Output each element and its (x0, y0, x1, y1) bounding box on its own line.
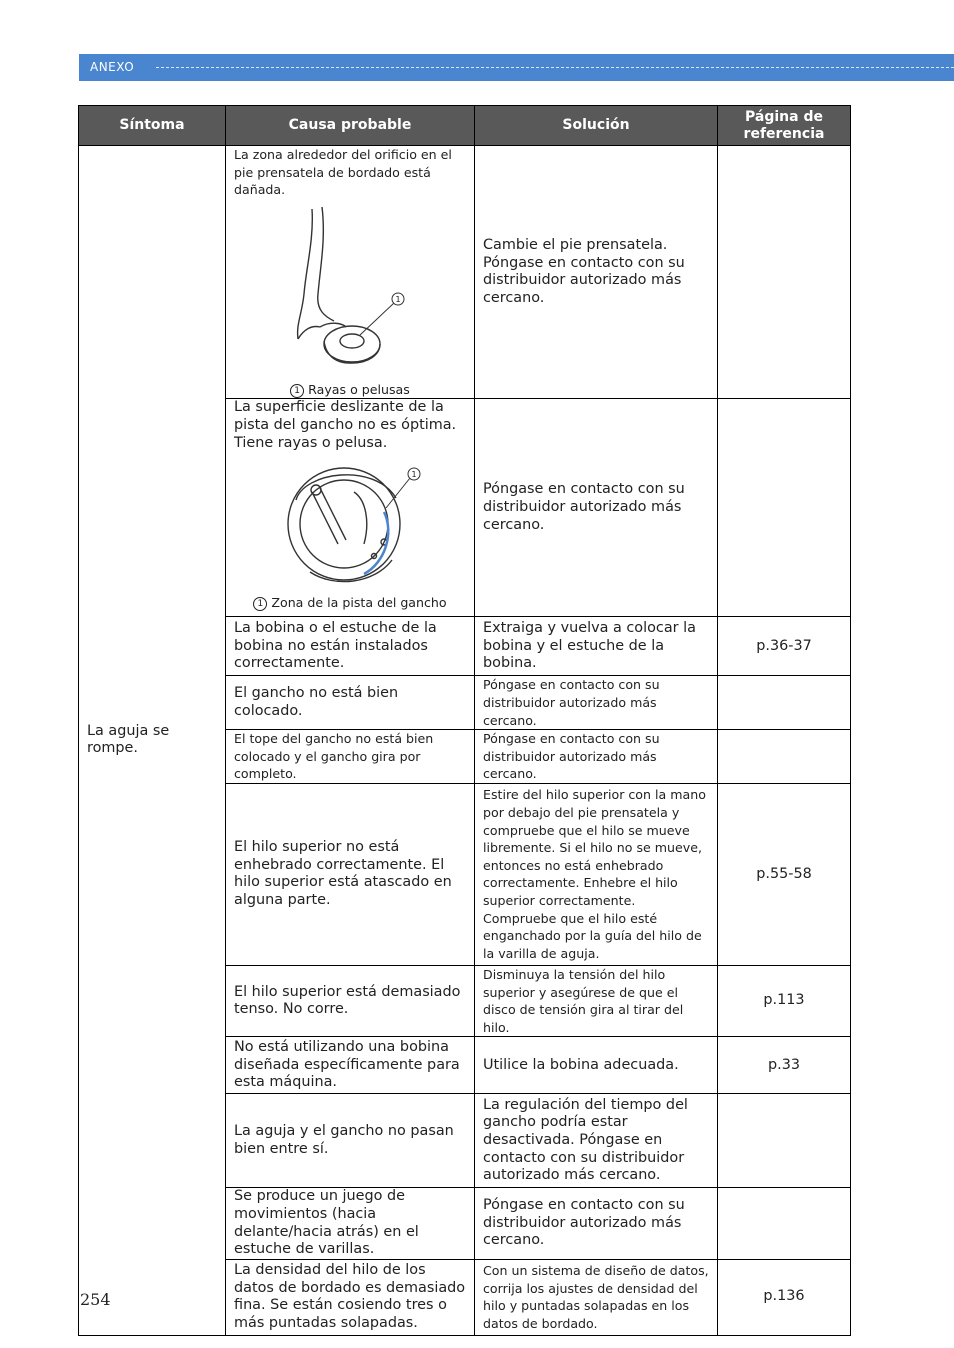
hook-race-figure (234, 452, 466, 594)
figure-caption (234, 381, 466, 399)
solution-cell: Póngase en contacto con su distribuidor autorizado más cercano. (475, 730, 718, 784)
header-reference-line1: Página de (745, 108, 823, 125)
caption-marker: 1 (253, 597, 267, 611)
symptom-cell: La aguja se rompe. (79, 146, 226, 1336)
solution-cell: Utilice la bobina adecuada. (475, 1037, 718, 1094)
presser-foot-illustration (234, 199, 466, 381)
reference-cell (718, 730, 851, 784)
reference-cell: p.55-58 (718, 783, 851, 965)
troubleshooting-table (78, 105, 851, 1336)
cause-text: La superficie deslizante de la pista del gancho no es óptima. Tiene rayas o pelusa. (234, 399, 457, 451)
header-reference (718, 106, 851, 146)
header-symptom: Síntoma (79, 106, 226, 146)
header-solution: Solución (475, 106, 718, 146)
cause-cell: No está utilizando una bobina diseñada específicamente para esta máquina. (226, 1037, 475, 1094)
cause-cell: La aguja y el gancho no pasan bien entre sí. (226, 1094, 475, 1188)
reference-cell: p.113 (718, 965, 851, 1036)
reference-cell (718, 1094, 851, 1188)
reference-cell (718, 676, 851, 730)
solution-cell: Disminuya la tensión del hilo superior y asegúrese de que el disco de tensión gira al tirar del hilo. (475, 965, 718, 1036)
reference-cell: p.33 (718, 1037, 851, 1094)
section-header-band (79, 54, 954, 81)
solution-cell: Con un sistema de diseño de datos, corrija los ajustes de densidad del hilo y puntadas solapadas en los datos de bordado. (475, 1259, 718, 1335)
reference-cell: p.36-37 (718, 617, 851, 676)
cause-cell: El gancho no está bien colocado. (226, 676, 475, 730)
cause-cell: La bobina o el estuche de la bobina no están instalados correctamente. (226, 617, 475, 676)
cause-cell: Se produce un juego de movimientos (hacia delante/hacia atrás) en el estuche de varillas. (226, 1188, 475, 1259)
reference-cell: p.136 (718, 1259, 851, 1335)
cause-text: La zona alrededor del orificio en el pie prensatela de bordado está dañada. (234, 147, 452, 198)
solution-cell: Póngase en contacto con su distribuidor autorizado más cercano. (475, 399, 718, 617)
reference-cell (718, 399, 851, 617)
reference-cell (718, 1188, 851, 1259)
figure-caption (234, 594, 466, 612)
caption-text: Rayas o pelusas (308, 381, 410, 397)
header-dashed-rule (156, 67, 954, 68)
table-row (79, 146, 851, 399)
section-label: ANEXO (90, 60, 135, 74)
figure-marker: 1 (395, 294, 401, 304)
cause-cell: El tope del gancho no está bien colocado y el gancho gira por completo. (226, 730, 475, 784)
solution-cell: Extraiga y vuelva a colocar la bobina y el estuche de la bobina. (475, 617, 718, 676)
solution-cell: Cambie el pie prensatela. Póngase en contacto con su distribuidor autorizado más cercano. (475, 146, 718, 399)
cause-cell: El hilo superior no está enhebrado correctamente. El hilo superior está atascado en alguna parte. (226, 783, 475, 965)
presser-foot-figure (234, 199, 466, 381)
solution-cell: Estire del hilo superior con la mano por debajo del pie prensatela y compruebe que el hilo se mueve libremente. Si el hilo no se mueve, entonces no está enhebrado correctamente. Enhebre el hilo superior correctamente. Compruebe que el hilo esté enganchado por la guía del hilo de la varilla de aguja. (475, 783, 718, 965)
caption-marker: 1 (290, 384, 304, 398)
header-cause: Causa probable (226, 106, 475, 146)
page-number: 254 (80, 1290, 111, 1309)
figure-marker: 1 (411, 470, 417, 480)
header-reference-line2: referencia (743, 125, 825, 142)
solution-cell: Póngase en contacto con su distribuidor autorizado más cercano. (475, 1188, 718, 1259)
hook-race-illustration (234, 452, 466, 594)
cause-cell: El hilo superior está demasiado tenso. No corre. (226, 965, 475, 1036)
solution-cell: La regulación del tiempo del gancho podría estar desactivada. Póngase en contacto con su distribuidor autorizado más cercano. (475, 1094, 718, 1188)
cause-cell (226, 146, 475, 399)
solution-cell: Póngase en contacto con su distribuidor autorizado más cercano. (475, 676, 718, 730)
cause-cell: La densidad del hilo de los datos de bordado es demasiado fina. Se están cosiendo tres o más puntadas solapadas. (226, 1259, 475, 1335)
table-header-row (79, 106, 851, 146)
cause-cell (226, 399, 475, 617)
caption-text: Zona de la pista del gancho (271, 595, 447, 611)
reference-cell (718, 146, 851, 399)
